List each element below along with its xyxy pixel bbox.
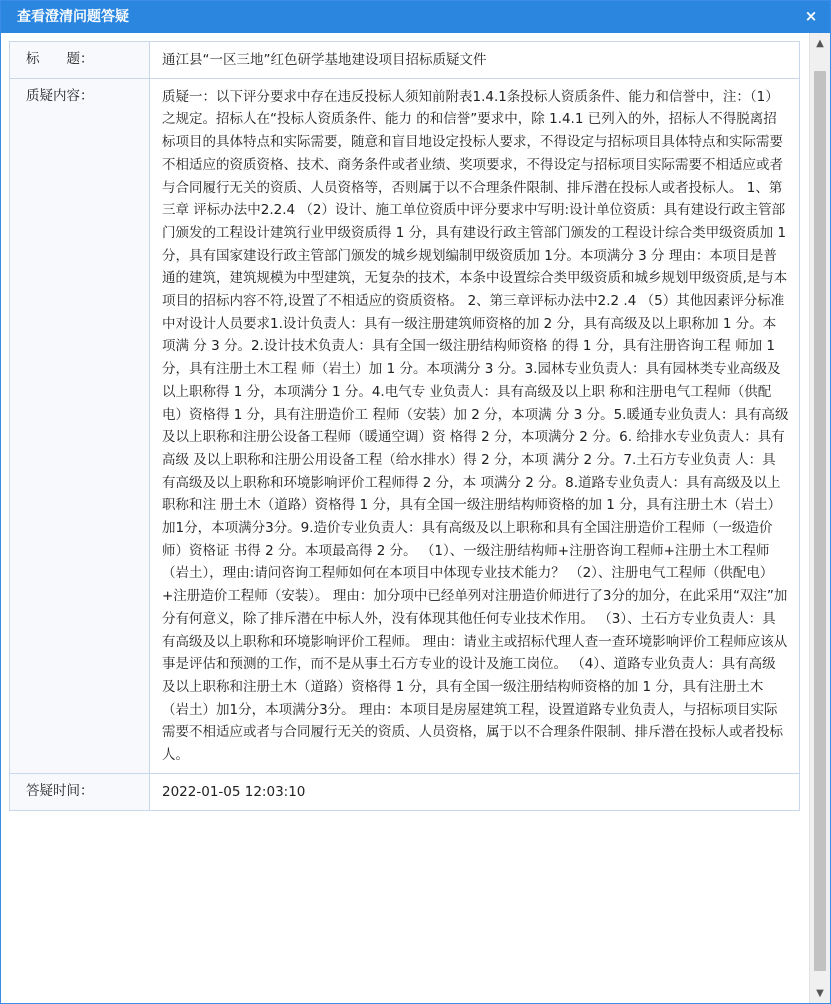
title-label-cell bbox=[10, 42, 150, 79]
vertical-scrollbar[interactable] bbox=[809, 33, 830, 1003]
time-value: 2022-01-05 12:03:10 bbox=[162, 783, 306, 800]
time-label-cell bbox=[10, 773, 150, 810]
dialog-titlebar bbox=[1, 1, 830, 33]
table-row bbox=[10, 773, 800, 810]
content-value: 质疑一：以下评分要求中存在违反投标人须知前附表1.4.1条投标人资质条件、能力和信誉中，注：（1）之规定。招标人在“投标人资质条件、能力 的和信誉”要求中，除 1.4.1 已列入的外，招标人不得脱离招标项目的具体特点和实际需要，随意和盲目地设定投标人要求，不得设定与招标项目具体特点和实际需要不相适应的资质资格、技术、商务条件或者业绩、奖项要求，不得设定与招标项目实际需要不相适应或者与合同履行无关的资质、人员资格等，否则属于以不合理条件限制、排斥潜在投标人或者投标人。 1、第三章 评标办法中2.2.4 （2）设计、施工单位资质中评分要求中写明:设计单位资质：具有建设行政主管部门颁发的工程设计建筑行业甲级资质得 1 分，具有建设行政主管部门颁发的工程设计综合类甲级资质加 1 分，具有国家建设行政主管部门颁发的城乡规划编制甲级资质加 1分。本项满分 3 分 理由：本项目是普通的建筑，建筑规模为中型建筑，无复杂的技术，本条中设置综合类甲级资质和城乡规划甲级资质,是与本项目的招标内容不符,设置了不相适应的资质资格。 2、第三章评标办法中2.2 .4 （5）其他因素评分标准中对设计人员要求1.设计负责人：具有一级注册建筑师资格的加 2 分，具有高级及以上职称加 1 分。本项满 分 3 分。2.设计技术负责人：具有全国一级注册结构师资格 的得 1 分，具有注册咨询工程 师加 1 分，具有注册土木工程 师（岩土）加 1 分。本项满分 3 分。3.园林专业负责人：具有园林类专业高级及以上职称得 1 分，本项满分 1 分。4.电气专 业负责人：具有高级及以上职 称和注册电气工程师（供配电）资格得 1 分，具有注册造价工 程师（安装）加 2 分，本项满 分 3 分。5.暖通专业负责人：具有高级及以上职称和注册公设备工程师（暖通空调）资 格得 2 分，本项满分 2 分。6. 给排水专业负责人：具有高级 及以上职称和注册公用设备工程（给水排水）得 2 分，本项 满分 2 分。7.土石方专业负责 人：具有高级及以上职称和环境影响评价工程师得 2 分，本 项满分 2 分。8.道路专业负责人：具有高级及以上职称和注 册土木（道路）资格得 1 分，具有全国一级注册结构师资格的加 1 分，具有注册土木（岩土）加1分，本项满分3分。9.造价专业负责人：具有高级及以上职称和具有全国注册造价工程师（一级造价师）资格证 书得 2 分。本项最高得 2 分。 （1）、一级注册结构师+注册咨询工程师+注册土木工程师（岩土），理由:请问咨询工程师如何在本项目中体现专业技术能力？ （2）、注册电气工程师（供配电）+注册造价工程师（安装）。 理由：加分项中已经单列对注册造价师进行了3分的加分，在此采用“双注”加分有何意义，除了排斥潜在中标人外，没有体现其他任何专业技术作用。 （3）、土石方专业负责人：具有高级及以上职称和环境影响评价工程师。 理由：请业主或招标代理人查一查环境影响评价工程师应该从事是评估和预测的工作，而不是从事土石方专业的设计及施工岗位。 （4）、道路专业负责人：具有高级及以上职称和注册土木（道路）资格得 1 分，具有全国一级注册结构师资格的加 1 分，具有注册土木（岩土）加1分，本项满分3分。 理由：本项目是房屋建筑工程，设置道路专业负责人，与招标项目实际需要不相适应或者与合同履行无关的资质、人员资格，属于以不合理条件限制、排斥潜在投标人或者投标人。 bbox=[162, 88, 789, 764]
table-row bbox=[10, 78, 800, 773]
close-icon[interactable]: × bbox=[804, 7, 818, 25]
dialog-content bbox=[1, 33, 830, 1003]
dialog-title: 查看澄清问题答疑 bbox=[17, 9, 129, 25]
title-value: 通江县“一区三地”红色研学基地建设项目招标质疑文件 bbox=[162, 52, 487, 68]
table-row bbox=[10, 42, 800, 79]
scroll-down-icon[interactable]: ▼ bbox=[816, 988, 824, 999]
title-label: 标 题： bbox=[26, 51, 94, 67]
scroll-up-icon[interactable]: ▲ bbox=[816, 38, 824, 49]
scroll-thumb[interactable] bbox=[814, 71, 826, 971]
content-value-cell bbox=[150, 78, 800, 773]
detail-table bbox=[9, 41, 800, 811]
content-label: 质疑内容： bbox=[26, 87, 94, 104]
time-value-cell bbox=[150, 773, 800, 810]
content-label-cell bbox=[10, 78, 150, 773]
title-value-cell bbox=[150, 42, 800, 79]
time-label: 答疑时间： bbox=[26, 782, 94, 799]
